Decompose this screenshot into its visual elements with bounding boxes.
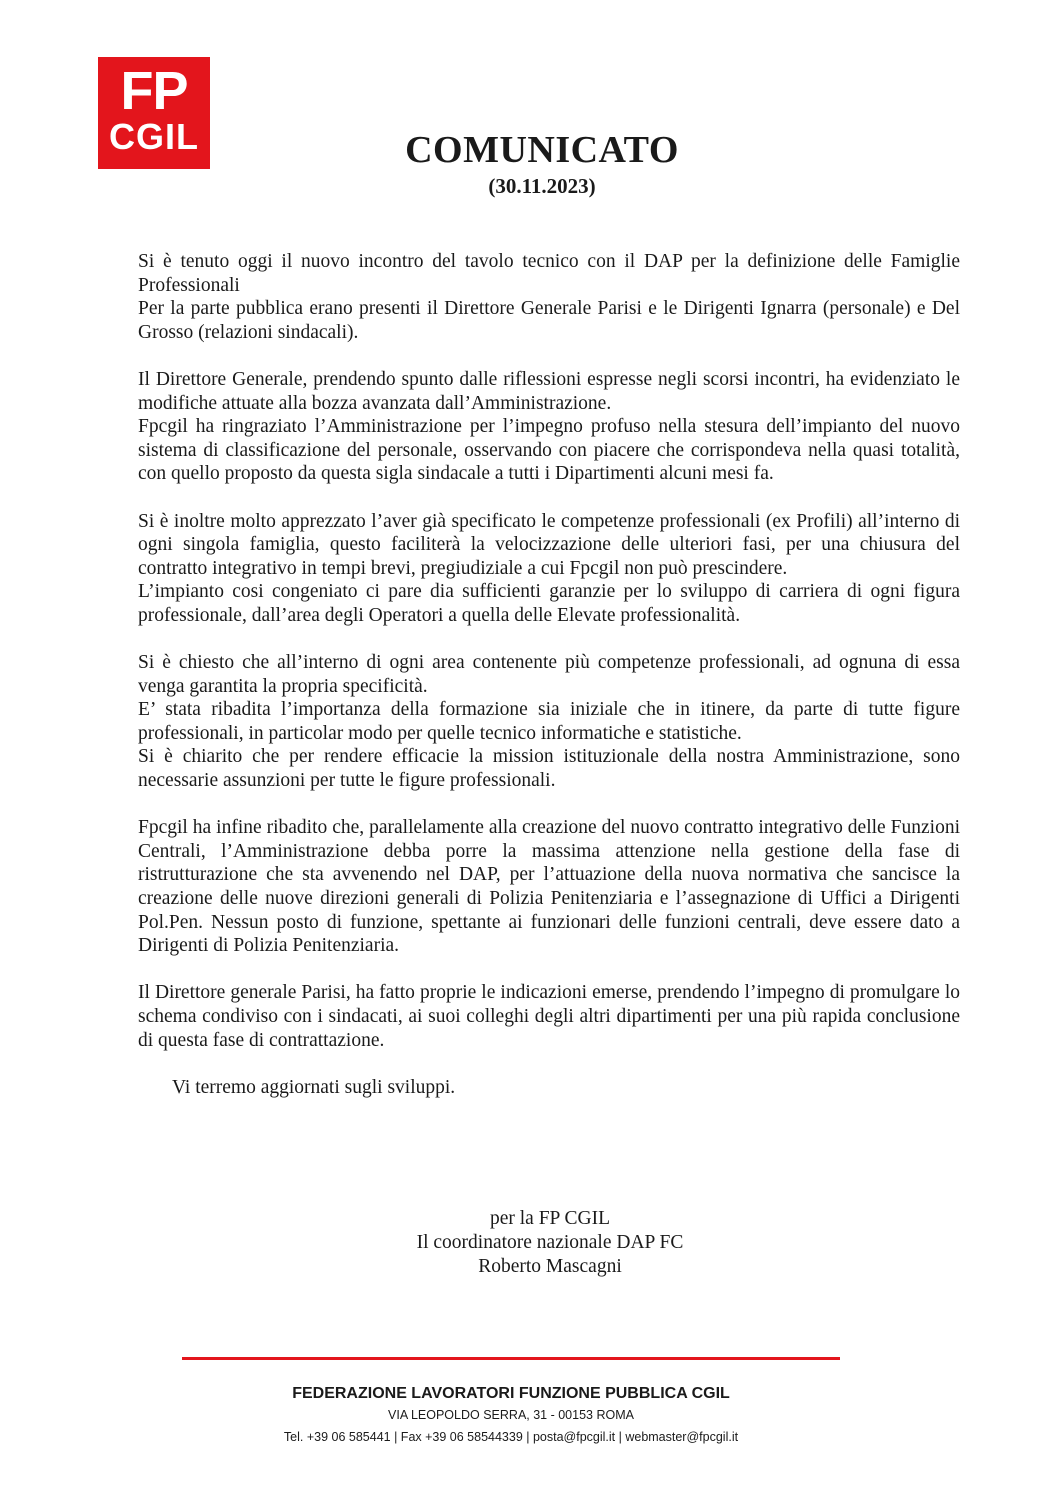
closing-line: Vi terremo aggiornati sugli sviluppi.: [172, 1076, 456, 1098]
paragraph-line: Si è chiesto che all’interno di ogni area contenente più competenze professionali, ad ognuna di essa venga garantita la propria specificità.: [138, 652, 960, 697]
paragraph-line: Per la parte pubblica erano presenti il Direttore Generale Parisi e le Dirigenti Ignarra (personale) e Del Grosso (relazioni sindacali).: [138, 298, 960, 343]
paragraph-2: [138, 368, 960, 486]
paragraph-line: Fpcgil ha ringraziato l’Amministrazione per l’impegno profuso nella stesura dell’impianto del nuovo sistema di classificazione del personale, osservando con piacere che corrispondeva nella quasi totalità, con quello proposto da questa sigla sindacale a tutti i Dipartimenti alcuni mesi fa.: [138, 416, 960, 485]
logo-cgil-text: CGIL: [109, 116, 199, 157]
paragraph-5: [138, 816, 960, 958]
footer-address: VIA LEOPOLDO SERRA, 31 - 00153 ROMA: [388, 1408, 634, 1422]
paragraph-6: [138, 981, 960, 1052]
footer-organization: FEDERAZIONE LAVORATORI FUNZIONE PUBBLICA CGIL: [292, 1385, 730, 1402]
paragraph-line: E’ stata ribadita l’importanza della formazione sia iniziale che in itinere, da parte di tutte figure professionali, in particolar modo per quelle tecnico informatiche e statistiche.: [138, 699, 960, 744]
signature-role: Il coordinatore nazionale DAP FC: [416, 1232, 684, 1253]
fp-cgil-logo: [98, 57, 210, 169]
signature-name: Roberto Mascagni: [478, 1256, 622, 1277]
document-date: (30.11.2023): [488, 174, 596, 198]
paragraph-line: Si è chiarito che per rendere efficacie la mission istituzionale della nostra Amministrazione, sono necessarie assunzioni per tutte le figure professionali.: [138, 746, 960, 792]
paragraph-line: Il Direttore Generale, prendendo spunto dalle riflessioni espresse negli scorsi incontri, ha evidenziato le modifiche attuate alla bozza avanzata dall’Amministrazione.: [138, 368, 960, 414]
paragraph-line: L’impianto cosi congeniato ci pare dia sufficienti garanzie per lo sviluppo di carriera di ogni figura professionale, dall’area degli Operatori a quella delle Elevate professionalità.: [138, 581, 960, 626]
paragraph-line: Il Direttore generale Parisi, ha fatto proprie le indicazioni emerse, prendendo l’impegno di promulgare lo schema condiviso con i sindacati, ai suoi colleghi degli altri dipartimenti per una più rapida conclusione di questa fase di contrattazione.: [138, 982, 960, 1051]
logo-fp-text: FP: [120, 61, 188, 121]
footer: [182, 1383, 840, 1448]
document-title: COMUNICATO: [405, 129, 679, 171]
footer-contacts: Tel. +39 06 585441 | Fax +39 06 58544339 | posta@fpcgil.it | webmaster@fpcgil.it: [283, 1430, 739, 1444]
paragraph-1: [138, 250, 960, 344]
document-body: [138, 250, 960, 1123]
paragraph-4: [138, 651, 960, 793]
signature-organization: per la FP CGIL: [489, 1208, 611, 1229]
signature-block: [400, 1207, 700, 1279]
footer-divider: [182, 1357, 840, 1360]
paragraph-3: [138, 510, 960, 628]
paragraph-line: Si è inoltre molto apprezzato l’aver già specificato le competenze professionali (ex Profili) all’interno di ogni singola famiglia, questo faciliterà la velocizzazione delle ulteriori fasi, per una chiusura del contratto integrativo in tempi brevi, pregiudiziale a cui Fpcgil non può prescindere.: [138, 510, 960, 579]
paragraph-line: Si è tenuto oggi il nuovo incontro del tavolo tecnico con il DAP per la definizione delle Famiglie Professionali: [138, 251, 960, 296]
paragraph-line: Fpcgil ha infine ribadito che, parallelamente alla creazione del nuovo contratto integrativo delle Funzioni Centrali, l’Amministrazione debba porre la massima attenzione nella gestione della fase di ristrutturazione che sta avvenendo nel DAP, per l’attuazione della nuova normativa che sancisce la creazione delle nuove direzioni generali di Polizia Penitenziaria e l’assegnazione di Uffici a Dirigenti Pol.Pen. Nessun posto di funzione, spettante ai funzionari delle funzioni centrali, deve essere dato a Dirigenti di Polizia Penitenziaria.: [138, 817, 960, 957]
